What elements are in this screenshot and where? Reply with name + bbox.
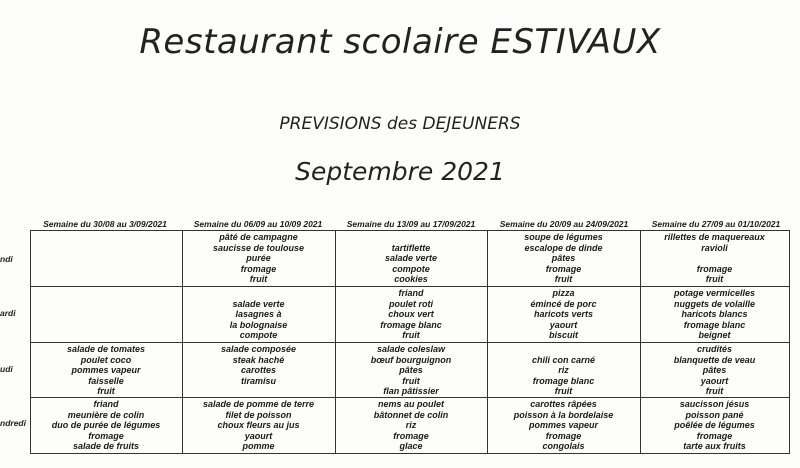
menu-cell <box>336 344 486 398</box>
dish-item: carottes <box>240 365 276 376</box>
dish-item <box>336 232 486 242</box>
dish-item <box>31 264 181 274</box>
dish-item: flan pâtissier <box>383 386 439 397</box>
menu-cell <box>641 399 788 453</box>
dish-item: salade de tomates <box>66 344 146 354</box>
dish-item: fromage <box>696 263 733 274</box>
dish-item: fromage <box>88 430 124 441</box>
dish-item: congolais <box>542 441 585 452</box>
menu-cell <box>183 399 334 453</box>
dish-item: fruit <box>705 274 724 285</box>
dish-item: choux vert <box>388 309 434 320</box>
dish-item: fruit <box>705 386 724 397</box>
menu-cell <box>336 288 486 342</box>
menu-cell <box>488 399 639 453</box>
dish-item: blanquette de veau <box>673 354 756 365</box>
menu-grid <box>30 230 790 454</box>
dish-item: cookies <box>394 274 428 285</box>
dish-item: salade coleslaw <box>376 344 446 354</box>
week-header: Semaine du 20/09 au 24/09/2021 <box>499 219 629 229</box>
day-label: ndredi <box>0 418 26 428</box>
dish-item: riz <box>405 420 417 431</box>
dish-item: fromage <box>545 263 582 274</box>
dish-item: salade verte <box>232 298 285 309</box>
dish-item: lasagnes à <box>235 309 282 320</box>
dish-item: soupe de légumes <box>524 232 603 242</box>
dish-item: fromage blanc <box>380 319 442 330</box>
dish-item: compote <box>392 263 430 274</box>
dish-item: fromage blanc <box>683 319 746 330</box>
dish-item: haricots verts <box>533 309 594 320</box>
dish-item: pizza <box>552 288 575 298</box>
dish-item: pâté de campagne <box>219 232 298 242</box>
dish-item: fromage <box>696 430 733 441</box>
dish-item: saucisson jésus <box>679 399 750 409</box>
dish-item: fruit <box>97 386 115 397</box>
week-header: Semaine du 30/08 au 3/09/2021 <box>43 219 167 229</box>
menu-cell <box>641 232 788 286</box>
dish-item <box>183 386 334 396</box>
dish-item <box>183 288 334 298</box>
dish-item: la bolognaise <box>229 319 288 330</box>
dish-item: fromage <box>393 430 429 441</box>
dish-item: fromage <box>240 263 277 274</box>
dish-item: poêlée de légumes <box>674 420 755 431</box>
dish-item: tartiflette <box>391 242 431 253</box>
dish-item: tiramisu <box>240 375 276 386</box>
dish-item: yaourt <box>700 375 729 386</box>
day-label: udi <box>0 364 13 374</box>
dish-item: fruit <box>249 274 268 285</box>
menu-cell <box>183 288 334 342</box>
menu-cell <box>488 288 639 342</box>
dish-item: compote <box>239 330 278 341</box>
page-subtitle: PREVISIONS des DEJEUNERS <box>279 114 521 134</box>
dish-item <box>31 288 181 298</box>
dish-item <box>31 243 181 253</box>
dish-item: friand <box>93 399 119 409</box>
dish-item <box>488 344 639 354</box>
dish-item <box>31 330 181 340</box>
dish-item: fruit <box>402 330 420 341</box>
dish-item: pommes vapeur <box>71 365 141 376</box>
dish-item: salade verte <box>384 253 438 264</box>
dish-item: poulet coco <box>80 354 132 365</box>
dish-item: salade de fruits <box>72 441 140 452</box>
dish-item <box>31 299 181 309</box>
dish-item: tarte aux fruits <box>683 441 746 452</box>
dish-item: salade de pomme de terre <box>202 399 315 409</box>
dish-item: poisson pané <box>685 409 744 420</box>
dish-item: poulet roti <box>389 298 433 309</box>
menu-cell <box>488 344 639 398</box>
page-title: Restaurant scolaire ESTIVAUX <box>139 22 661 62</box>
dish-item: pâtes <box>399 365 423 376</box>
dish-item: crudités <box>696 344 732 354</box>
week-header: Semaine du 06/09 au 10/09 2021 <box>193 219 323 229</box>
week-header: Semaine du 27/09 au 01/10/2021 <box>651 219 781 229</box>
dish-item: bœuf bourguignon <box>370 354 452 365</box>
menu-cell <box>183 344 334 398</box>
dish-item: pâtes <box>702 365 727 376</box>
menu-cell <box>641 288 788 342</box>
dish-item: rillettes de maquereaux <box>664 232 765 242</box>
day-label: ardi <box>0 308 16 318</box>
month-heading: Septembre 2021 <box>295 157 505 186</box>
dish-item: duo de purée de légumes <box>51 420 161 431</box>
dish-item: riz <box>558 365 569 376</box>
dish-item: chili con carné <box>531 354 596 365</box>
dish-item <box>31 232 181 242</box>
dish-item: choux fleurs au jus <box>217 420 300 431</box>
dish-item: émincé de porc <box>530 298 597 309</box>
menu-cell <box>31 399 181 453</box>
dish-item: ravioli <box>701 242 728 253</box>
dish-item: carottes râpées <box>530 399 597 409</box>
row-divider <box>31 286 789 287</box>
dish-item: faisselle <box>88 375 124 386</box>
menu-cell <box>488 232 639 286</box>
dish-item: purée <box>246 253 271 264</box>
menu-cell <box>336 399 486 453</box>
dish-item: pâtes <box>551 253 576 264</box>
dish-item: salade composée <box>220 344 297 354</box>
menu-cell <box>641 344 788 398</box>
dish-item: yaourt <box>549 319 578 330</box>
dish-item: pommes vapeur <box>528 420 599 431</box>
dish-item: bâtonnet de colin <box>373 409 449 420</box>
dish-item: poisson à la bordelaise <box>513 409 614 420</box>
dish-item <box>31 253 181 263</box>
menu-cell <box>183 232 334 286</box>
week-header: Semaine du 13/09 au 17/09/2021 <box>346 219 476 229</box>
dish-item: escalope de dinde <box>524 242 603 253</box>
dish-item: saucisse de toulouse <box>212 242 305 253</box>
row-divider <box>31 342 789 343</box>
dish-item: potage vermicelles <box>673 288 756 298</box>
menu-cell <box>31 232 181 286</box>
dish-item: fruit <box>554 386 573 397</box>
dish-item: nuggets de volaille <box>673 298 756 309</box>
day-label: ndi <box>0 254 13 264</box>
dish-item: beignet <box>698 330 731 341</box>
menu-cell <box>336 232 486 286</box>
dish-item <box>31 274 181 284</box>
dish-item: fromage <box>545 430 582 441</box>
dish-item: filet de poisson <box>225 409 292 420</box>
dish-item <box>641 253 788 263</box>
menu-cell <box>31 344 181 398</box>
dish-item: fruit <box>402 375 420 386</box>
dish-item <box>31 309 181 319</box>
dish-item: meunière de colin <box>67 409 145 420</box>
dish-item: nems au poulet <box>377 399 444 409</box>
dish-item <box>31 320 181 330</box>
dish-item: fromage blanc <box>532 375 595 386</box>
dish-item: pomme <box>242 441 275 452</box>
dish-item: haricots blancs <box>681 309 748 320</box>
dish-item: steak haché <box>232 354 285 365</box>
dish-item: glace <box>399 441 423 452</box>
dish-item: yaourt <box>244 430 273 441</box>
menu-cell <box>31 288 181 342</box>
dish-item: biscuit <box>548 330 578 341</box>
dish-item: fruit <box>554 274 573 285</box>
dish-item: friand <box>398 288 424 298</box>
